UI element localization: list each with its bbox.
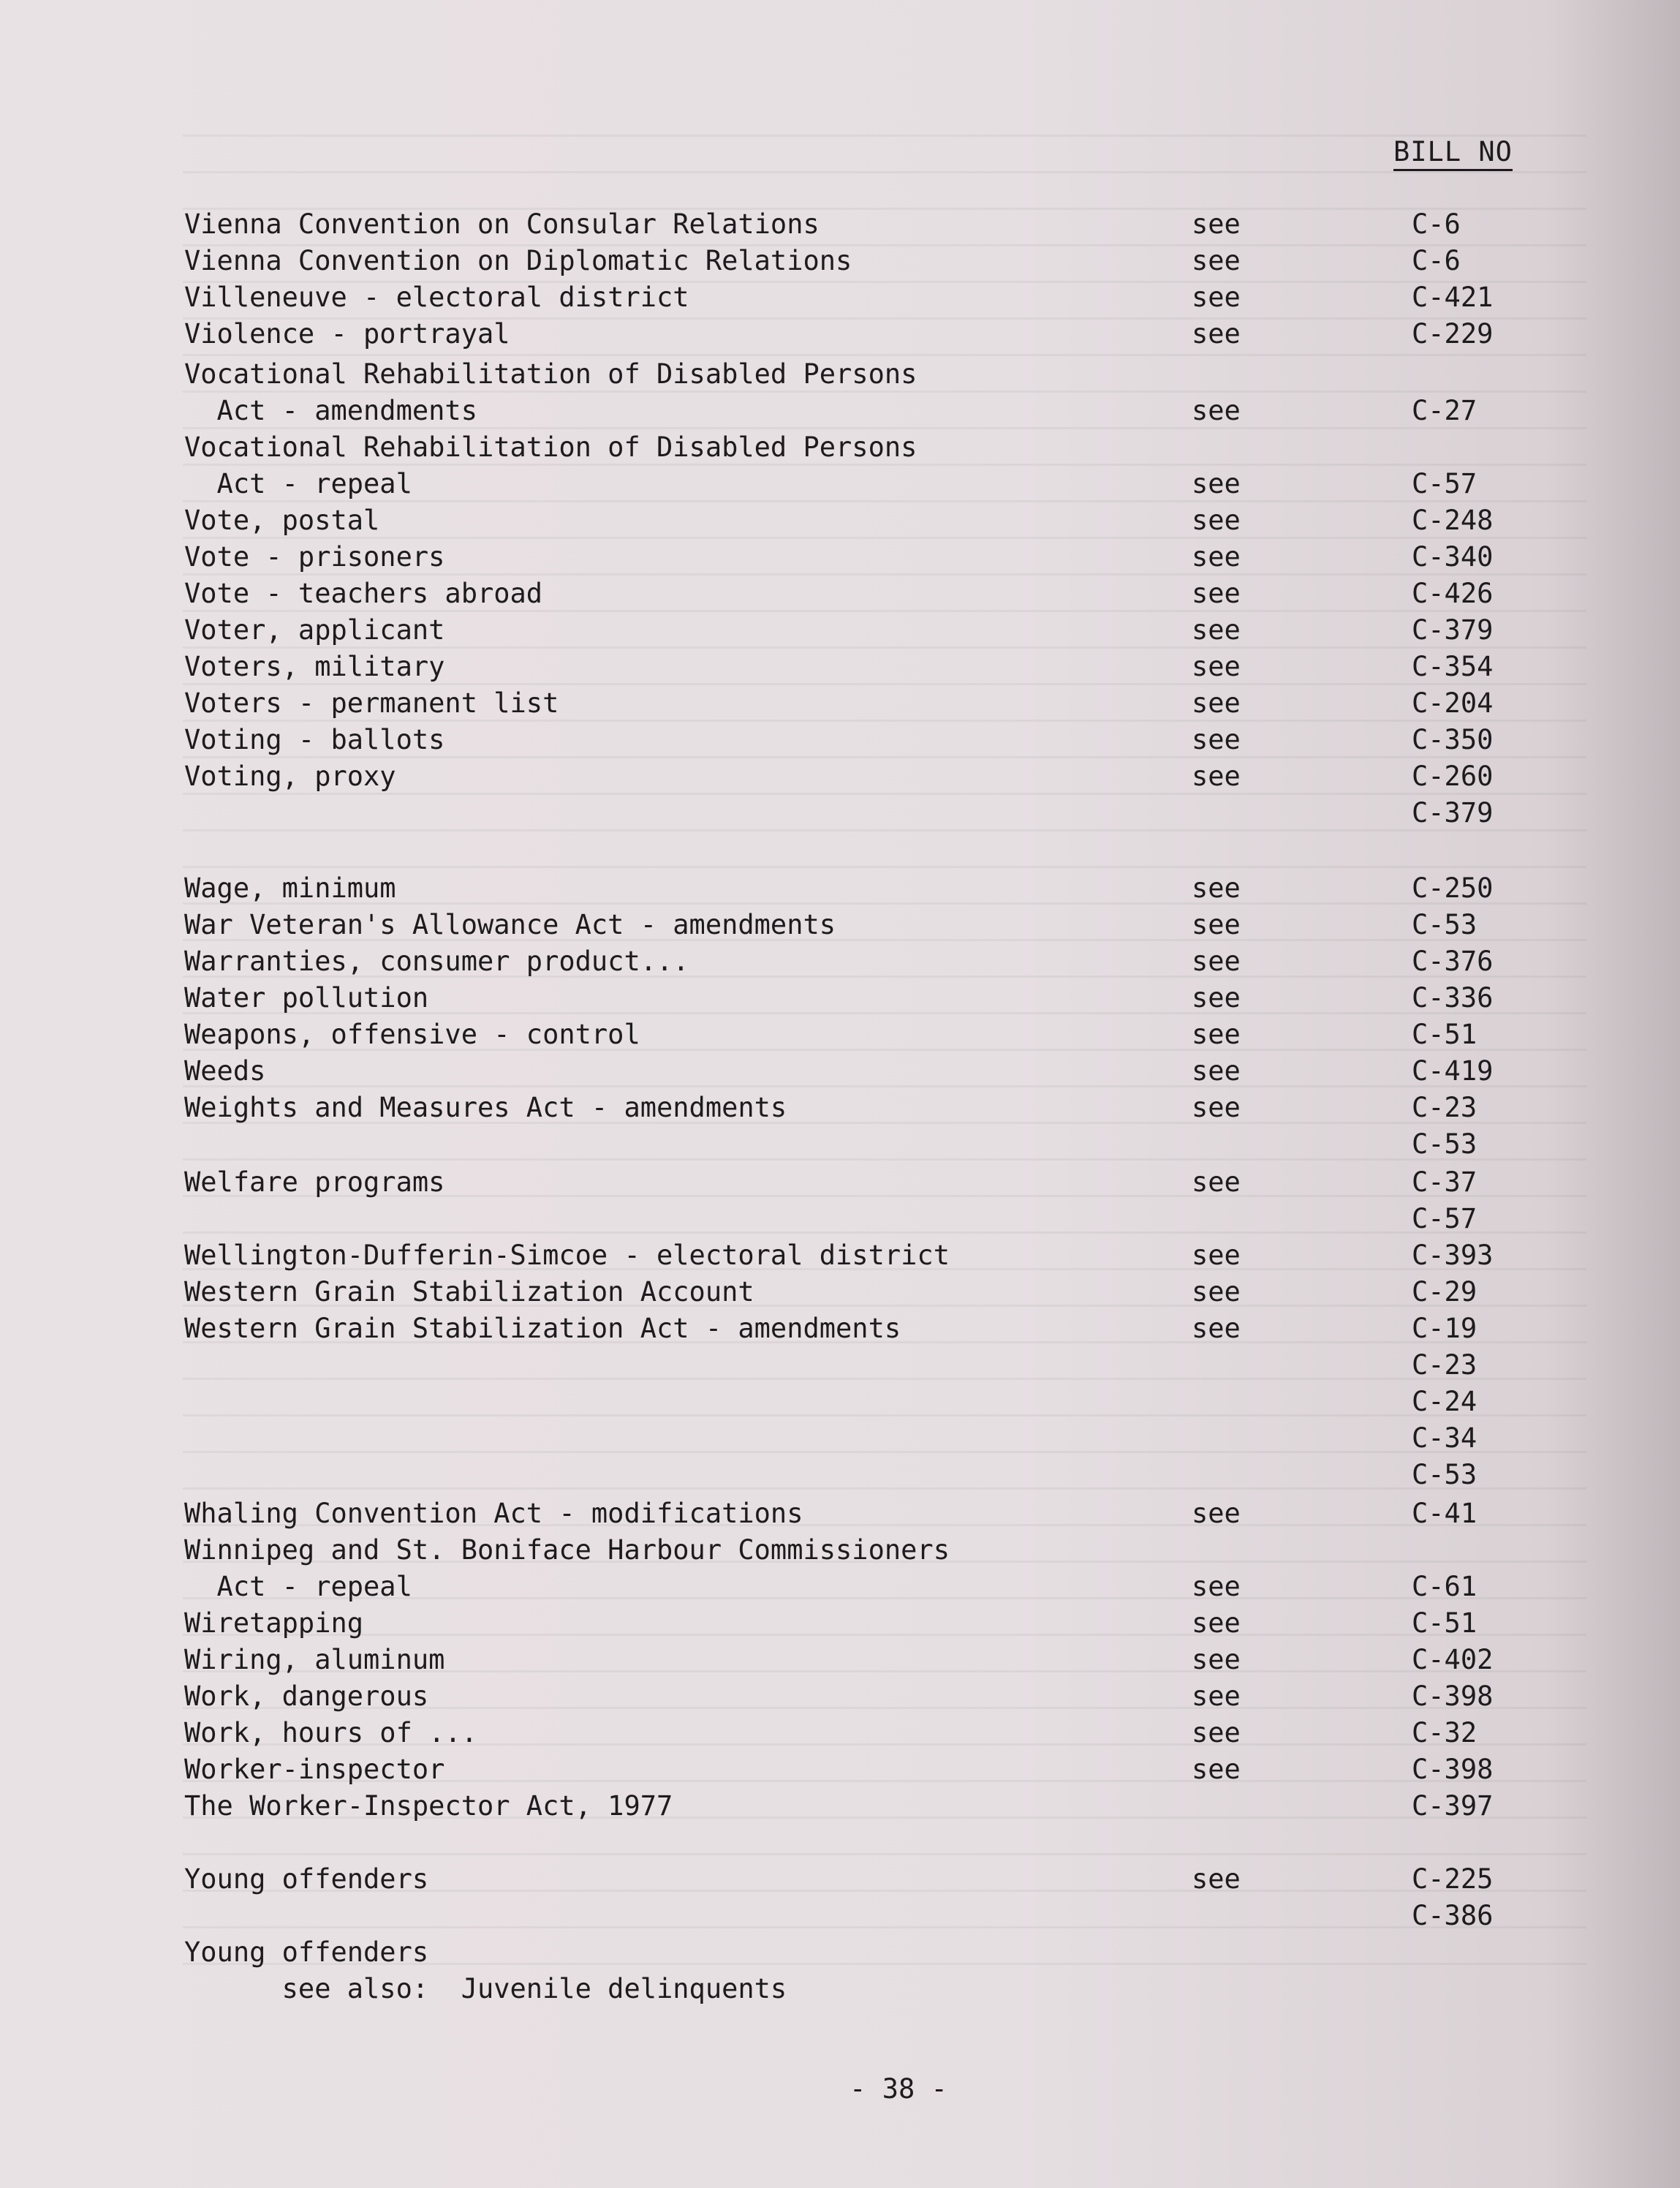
index-entry-line xyxy=(0,870,1680,907)
index-entry xyxy=(0,1788,1680,1825)
see-reference: see xyxy=(1192,724,1241,755)
index-entry-line xyxy=(0,1420,1680,1457)
index-entry xyxy=(0,576,1680,612)
bill-number: C-53 xyxy=(1412,1128,1477,1160)
bill-number: C-51 xyxy=(1412,1019,1477,1050)
subject-text: Wiretapping xyxy=(184,1607,364,1639)
bill-number: C-19 xyxy=(1412,1313,1477,1344)
index-entry-line xyxy=(0,1532,1680,1569)
index-entry xyxy=(0,1934,1680,2007)
subject-text: Wiring, aluminum xyxy=(184,1644,445,1675)
bill-number: C-350 xyxy=(1412,724,1494,755)
index-entry xyxy=(0,685,1680,722)
subject-text: Wage, minimum xyxy=(184,872,396,904)
index-entry xyxy=(0,1237,1680,1274)
subject-text: Weapons, offensive - control xyxy=(184,1019,640,1050)
index-entry-line xyxy=(0,795,1680,831)
bill-number: C-6 xyxy=(1412,208,1461,240)
index-entry-line xyxy=(0,1457,1680,1493)
see-reference: see xyxy=(1192,1019,1241,1050)
bill-number: C-386 xyxy=(1412,1900,1494,1931)
see-reference: see xyxy=(1192,468,1241,499)
bill-number: C-34 xyxy=(1412,1422,1477,1454)
index-entry-line xyxy=(0,685,1680,722)
bill-number: C-419 xyxy=(1412,1055,1494,1087)
index-entry xyxy=(0,1090,1680,1163)
index-entry xyxy=(0,612,1680,649)
index-entry xyxy=(0,1274,1680,1310)
bill-no-column-header: BILL NO xyxy=(1393,136,1513,171)
see-reference: see xyxy=(1192,651,1241,682)
index-entry xyxy=(0,980,1680,1016)
index-entry xyxy=(0,649,1680,685)
index-entry xyxy=(0,1861,1680,1934)
index-entry xyxy=(0,943,1680,980)
subject-text: Vote - prisoners xyxy=(184,541,445,573)
bill-number: C-379 xyxy=(1412,797,1494,829)
index-entry-line xyxy=(0,1934,1680,1971)
subject-text: Act - repeal xyxy=(184,468,412,499)
subject-text: Work, hours of ... xyxy=(184,1717,477,1748)
see-reference: see xyxy=(1192,541,1241,573)
see-reference: see xyxy=(1192,614,1241,646)
index-entry xyxy=(0,1164,1680,1237)
subject-text: Work, dangerous xyxy=(184,1680,429,1712)
bill-number: C-53 xyxy=(1412,1459,1477,1490)
see-reference: see xyxy=(1192,282,1241,313)
index-entry-line xyxy=(0,466,1680,502)
see-reference: see xyxy=(1192,395,1241,426)
subject-text: Western Grain Stabilization Act - amendments xyxy=(184,1313,901,1344)
subject-text: Worker-inspector xyxy=(184,1754,445,1785)
index-entry-line xyxy=(0,1384,1680,1420)
index-entry-line xyxy=(0,1016,1680,1053)
index-entry-line xyxy=(0,1347,1680,1384)
see-reference: see xyxy=(1192,1276,1241,1308)
index-entry xyxy=(0,1016,1680,1053)
index-entry-line xyxy=(0,576,1680,612)
index-entry-line xyxy=(0,612,1680,649)
index-entry-line xyxy=(0,502,1680,539)
see-reference: see xyxy=(1192,318,1241,350)
index-entry-line xyxy=(0,279,1680,316)
see-reference: see xyxy=(1192,872,1241,904)
bill-number: C-354 xyxy=(1412,651,1494,682)
index-entry-line xyxy=(0,758,1680,795)
bill-number: C-61 xyxy=(1412,1571,1477,1602)
bill-number: C-204 xyxy=(1412,687,1494,719)
subject-text: Voting, proxy xyxy=(184,761,396,792)
see-reference: see xyxy=(1192,1717,1241,1748)
index-entry-line xyxy=(0,539,1680,576)
see-reference: see xyxy=(1192,208,1241,240)
bill-number: C-51 xyxy=(1412,1607,1477,1639)
see-reference: see xyxy=(1192,1644,1241,1675)
bill-number: C-32 xyxy=(1412,1717,1477,1748)
index-entry xyxy=(0,429,1680,502)
see-reference: see xyxy=(1192,1571,1241,1602)
subject-text: see also: Juvenile delinquents xyxy=(184,1973,787,2004)
subject-text: Western Grain Stabilization Account xyxy=(184,1276,754,1308)
bill-number: C-23 xyxy=(1412,1349,1477,1381)
see-reference: see xyxy=(1192,578,1241,609)
index-entry xyxy=(0,1053,1680,1090)
index-entry xyxy=(0,1751,1680,1788)
subject-text: Winnipeg and St. Boniface Harbour Commissioners xyxy=(184,1534,950,1566)
index-entry xyxy=(0,870,1680,907)
index-entry-line xyxy=(0,393,1680,429)
index-entry-line xyxy=(0,243,1680,279)
bill-number: C-225 xyxy=(1412,1863,1494,1895)
subject-text: Voters, military xyxy=(184,651,445,682)
subject-text: Act - repeal xyxy=(184,1571,412,1602)
subject-text: War Veteran's Allowance Act - amendments xyxy=(184,909,836,940)
subject-text: Voting - ballots xyxy=(184,724,445,755)
bill-number: C-402 xyxy=(1412,1644,1494,1675)
index-entry xyxy=(0,539,1680,576)
see-reference: see xyxy=(1192,1313,1241,1344)
index-entry-line xyxy=(0,1090,1680,1126)
subject-text: Weeds xyxy=(184,1055,266,1087)
bill-number: C-260 xyxy=(1412,761,1494,792)
see-reference: see xyxy=(1192,946,1241,977)
index-entry xyxy=(0,1495,1680,1532)
subject-text: Vienna Convention on Diplomatic Relations xyxy=(184,245,852,276)
see-reference: see xyxy=(1192,909,1241,940)
index-entry-line xyxy=(0,1605,1680,1642)
bill-number: C-376 xyxy=(1412,946,1494,977)
see-reference: see xyxy=(1192,1680,1241,1712)
bill-number: C-398 xyxy=(1412,1680,1494,1712)
index-entry xyxy=(0,758,1680,831)
subject-text: Young offenders xyxy=(184,1936,429,1968)
index-entry xyxy=(0,907,1680,943)
index-entry-line xyxy=(0,1898,1680,1934)
subject-text: Young offenders xyxy=(184,1863,429,1895)
index-entry-line xyxy=(0,1971,1680,2007)
index-entry-line xyxy=(0,1164,1680,1201)
see-reference: see xyxy=(1192,1166,1241,1198)
see-reference: see xyxy=(1192,982,1241,1014)
bill-number: C-398 xyxy=(1412,1754,1494,1785)
bill-number: C-6 xyxy=(1412,245,1461,276)
subject-text: Voter, applicant xyxy=(184,614,445,646)
bill-number: C-336 xyxy=(1412,982,1494,1014)
see-reference: see xyxy=(1192,245,1241,276)
see-reference: see xyxy=(1192,1863,1241,1895)
bill-number: C-53 xyxy=(1412,909,1477,940)
index-entry-line xyxy=(0,1237,1680,1274)
index-entry xyxy=(0,502,1680,539)
index-entry-line xyxy=(0,1788,1680,1825)
subject-text: Vote, postal xyxy=(184,505,380,536)
index-entry xyxy=(0,316,1680,352)
bill-number: C-27 xyxy=(1412,395,1477,426)
subject-text: Vote - teachers abroad xyxy=(184,578,543,609)
index-entry-line xyxy=(0,1274,1680,1310)
bill-number: C-340 xyxy=(1412,541,1494,573)
subject-text: Vocational Rehabilitation of Disabled Persons xyxy=(184,431,917,463)
see-reference: see xyxy=(1192,1607,1241,1639)
index-entry-line xyxy=(0,1495,1680,1532)
index-entry xyxy=(0,1642,1680,1678)
index-entry xyxy=(0,1715,1680,1751)
subject-text: The Worker-Inspector Act, 1977 xyxy=(184,1790,673,1822)
index-entry xyxy=(0,243,1680,279)
bill-number: C-421 xyxy=(1412,282,1494,313)
index-entry-line xyxy=(0,1751,1680,1788)
bill-number: C-57 xyxy=(1412,1203,1477,1234)
index-entry-line xyxy=(0,722,1680,758)
index-entry-line xyxy=(0,980,1680,1016)
bill-number: C-397 xyxy=(1412,1790,1494,1822)
bill-number: C-37 xyxy=(1412,1166,1477,1198)
subject-text: Weights and Measures Act - amendments xyxy=(184,1092,787,1123)
see-reference: see xyxy=(1192,1092,1241,1123)
index-entry-line xyxy=(0,316,1680,352)
index-entry-line xyxy=(0,649,1680,685)
index-entry-line xyxy=(0,1310,1680,1347)
index-entry-line xyxy=(0,1715,1680,1751)
subject-text: Act - amendments xyxy=(184,395,477,426)
index-entry-line xyxy=(0,1126,1680,1163)
see-reference: see xyxy=(1192,505,1241,536)
index-entry-line xyxy=(0,1053,1680,1090)
index-entry-line xyxy=(0,356,1680,393)
index-entry xyxy=(0,1310,1680,1493)
index-entry xyxy=(0,279,1680,316)
index-entry xyxy=(0,722,1680,758)
subject-text: Water pollution xyxy=(184,982,429,1014)
subject-text: Whaling Convention Act - modifications xyxy=(184,1498,803,1529)
bill-number: C-229 xyxy=(1412,318,1494,350)
index-entry-line xyxy=(0,206,1680,243)
bill-number: C-23 xyxy=(1412,1092,1477,1123)
subject-text: Villeneuve - electoral district xyxy=(184,282,689,313)
see-reference: see xyxy=(1192,1055,1241,1087)
bill-number: C-379 xyxy=(1412,614,1494,646)
bill-number: C-393 xyxy=(1412,1240,1494,1271)
index-entry-line xyxy=(0,1569,1680,1605)
index-entry-line xyxy=(0,429,1680,466)
bill-number: C-57 xyxy=(1412,468,1477,499)
subject-text: Welfare programs xyxy=(184,1166,445,1198)
subject-text: Voters - permanent list xyxy=(184,687,559,719)
index-entry-line xyxy=(0,1861,1680,1898)
see-reference: see xyxy=(1192,1498,1241,1529)
index-entry-line xyxy=(0,1642,1680,1678)
index-entry-line xyxy=(0,943,1680,980)
bill-number: C-41 xyxy=(1412,1498,1477,1529)
see-reference: see xyxy=(1192,761,1241,792)
bill-number: C-248 xyxy=(1412,505,1494,536)
index-entry-line xyxy=(0,907,1680,943)
bill-number: C-29 xyxy=(1412,1276,1477,1308)
subject-text: Vienna Convention on Consular Relations xyxy=(184,208,820,240)
see-reference: see xyxy=(1192,687,1241,719)
subject-text: Warranties, consumer product... xyxy=(184,946,689,977)
index-entry-line xyxy=(0,1201,1680,1237)
see-reference: see xyxy=(1192,1754,1241,1785)
index-entry xyxy=(0,1532,1680,1605)
index-entry xyxy=(0,1605,1680,1642)
bill-number: C-250 xyxy=(1412,872,1494,904)
index-entry xyxy=(0,356,1680,429)
index-entry xyxy=(0,206,1680,243)
subject-text: Wellington-Dufferin-Simcoe - electoral district xyxy=(184,1240,950,1271)
index-entry-line xyxy=(0,1678,1680,1715)
see-reference: see xyxy=(1192,1240,1241,1271)
page-number: - 38 - xyxy=(850,2073,947,2105)
subject-text: Vocational Rehabilitation of Disabled Persons xyxy=(184,358,917,390)
bill-number: C-24 xyxy=(1412,1386,1477,1417)
subject-text: Violence - portrayal xyxy=(184,318,510,350)
index-entry xyxy=(0,1678,1680,1715)
bill-number: C-426 xyxy=(1412,578,1494,609)
